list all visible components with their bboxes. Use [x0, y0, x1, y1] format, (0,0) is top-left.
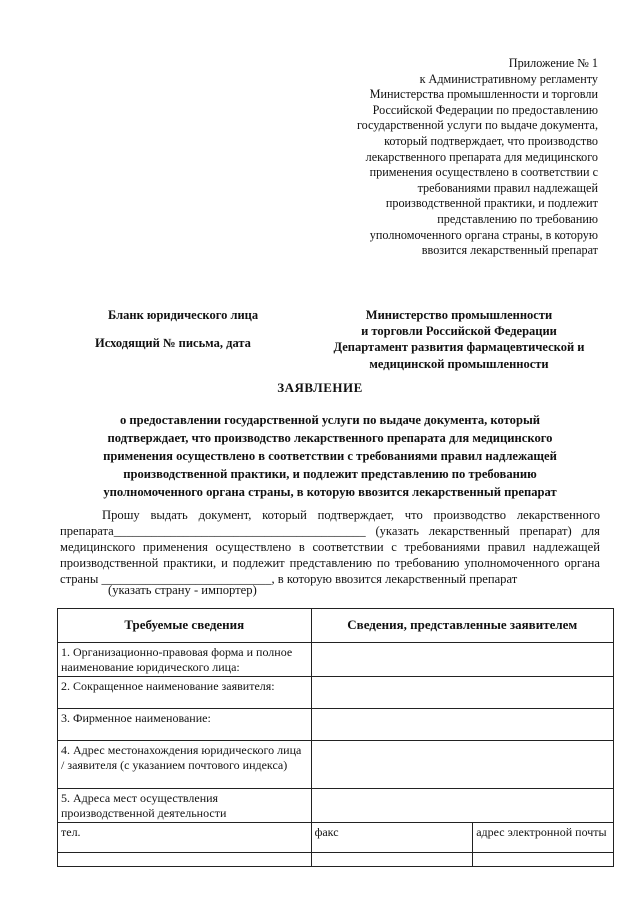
request-line-4: [60, 555, 600, 571]
word: медицинского: [60, 540, 136, 554]
appendix-line: производственной практики, и подлежит: [385, 196, 598, 211]
document-title: ЗАЯВЛЕНИЕ: [277, 380, 363, 395]
appendix-line: уполномоченного органа страны, в которую: [369, 227, 598, 242]
subject-line: уполномоченного органа страны, в которую ввозится лекарственный препарат: [103, 485, 557, 499]
row-value-cell[interactable]: [311, 709, 613, 741]
word: выдать: [150, 508, 188, 522]
word: документ,: [198, 508, 252, 522]
phone-value-cell[interactable]: [58, 853, 312, 867]
appendix-line: Российской Федерации по предоставлению: [372, 102, 598, 117]
subject-line: подтверждает, что производство лекарственного препарата для медицинского: [107, 431, 553, 445]
subject-line: применения осуществлено в соответствии с требованиями правил надлежащей: [103, 449, 557, 463]
appendix-line: применения осуществлено в соответствии с: [369, 165, 598, 180]
appendix-line: который подтверждает, что производство: [384, 133, 598, 148]
word: производственной: [60, 556, 159, 570]
drug-name-blank: препарата________________________________________: [60, 524, 366, 538]
addressee-line: Департамент развития фармацевтической и: [333, 340, 585, 355]
row-label: 3. Фирменное наименование:: [58, 709, 312, 741]
email-value-cell[interactable]: [473, 853, 614, 867]
appendix-line: Министерства промышленности и торговли: [369, 87, 598, 102]
table-row: [58, 677, 614, 709]
request-line-3: [60, 539, 600, 555]
appendix-line: Приложение № 1: [508, 56, 598, 70]
word: что: [404, 508, 423, 522]
appendix-header: [300, 56, 598, 259]
appendix-line: ввозится лекарственный препарат: [421, 243, 598, 258]
row-value-cell[interactable]: [311, 789, 613, 823]
row-value-cell[interactable]: [311, 677, 613, 709]
appendix-line: лекарственного препарата для медицинского: [365, 149, 598, 164]
row-label: 1. Организационно-правовая форма и полное наименование юридического лица:: [58, 643, 312, 677]
fax-cell[interactable]: факс: [311, 823, 473, 853]
sender-blank-label: Бланк юридического лица: [108, 308, 259, 322]
word: соответствии: [312, 540, 384, 554]
request-line-5: страны ___________________________, в которую ввозится лекарственный препарат: [60, 572, 518, 586]
word: Прошу: [102, 508, 140, 522]
request-line-2: [60, 523, 600, 539]
contacts-row: [58, 823, 614, 853]
word: применения: [142, 540, 208, 554]
word: осуществлено: [215, 540, 292, 554]
subject-line: о предоставлении государственной услуги по выдаче документа, который: [119, 413, 541, 427]
appendix-line: представлению по требованию: [437, 211, 598, 226]
word: требованиями: [404, 540, 481, 554]
word: подтверждает,: [317, 508, 395, 522]
row-value-cell[interactable]: [311, 741, 613, 789]
appendix-line: требованиями правил надлежащей: [417, 180, 598, 195]
word: в: [298, 540, 305, 554]
word: лекарственный: [428, 524, 510, 538]
word: который: [262, 508, 307, 522]
subject-block: [60, 411, 600, 501]
word: представлению: [289, 556, 372, 570]
table-header-row: [58, 609, 614, 643]
word: производство: [433, 508, 507, 522]
appendix-line: государственной услуги по выдаче документа,: [356, 118, 598, 133]
table-row: [58, 643, 614, 677]
header-provided-info: Сведения, представленные заявителем: [311, 609, 613, 643]
email-cell[interactable]: адрес электронной почты: [473, 823, 614, 853]
addressee-block: [300, 307, 618, 372]
header-required-info: Требуемые сведения: [58, 609, 312, 643]
word: органа: [564, 556, 600, 570]
row-label: 5. Адреса мест осуществления производственной деятельности: [58, 789, 312, 823]
table-row: [58, 741, 614, 789]
contacts-value-row: [58, 853, 614, 867]
word: лекарственного: [516, 508, 600, 522]
word: по: [376, 556, 390, 570]
outgoing-number-label: Исходящий № письма, дата: [95, 336, 251, 350]
word: (указать: [375, 524, 419, 538]
request-paragraph: [60, 507, 600, 587]
row-value-cell[interactable]: [311, 643, 613, 677]
word: и: [221, 556, 228, 570]
word: препарат): [519, 524, 572, 538]
word: с: [391, 540, 397, 554]
word: уполномоченного: [464, 556, 560, 570]
phone-cell[interactable]: тел.: [58, 823, 312, 853]
fax-value-cell[interactable]: [311, 853, 473, 867]
requirements-table: [57, 608, 614, 867]
table-row: [58, 789, 614, 823]
word: подлежит: [232, 556, 285, 570]
country-hint: (указать страну - импортер): [108, 583, 257, 597]
request-line-1: [60, 507, 600, 523]
addressee-line: и торговли Российской Федерации: [361, 324, 557, 339]
word: надлежащей: [533, 540, 600, 554]
subject-line: производственной практики, и подлежит представлению по требованию: [123, 467, 537, 481]
addressee-line: медицинской промышленности: [369, 356, 549, 371]
word: правил: [487, 540, 526, 554]
word: для: [581, 524, 600, 538]
addressee-line: Министерство промышленности: [365, 308, 553, 322]
word: практики,: [163, 556, 217, 570]
appendix-line: к Административному регламенту: [419, 71, 598, 86]
row-label: 2. Сокращенное наименование заявителя:: [58, 677, 312, 709]
word: требованию: [394, 556, 460, 570]
row-label: 4. Адрес местонахождения юридического лица / заявителя (с указанием почтового индекса): [58, 741, 312, 789]
table-row: [58, 709, 614, 741]
